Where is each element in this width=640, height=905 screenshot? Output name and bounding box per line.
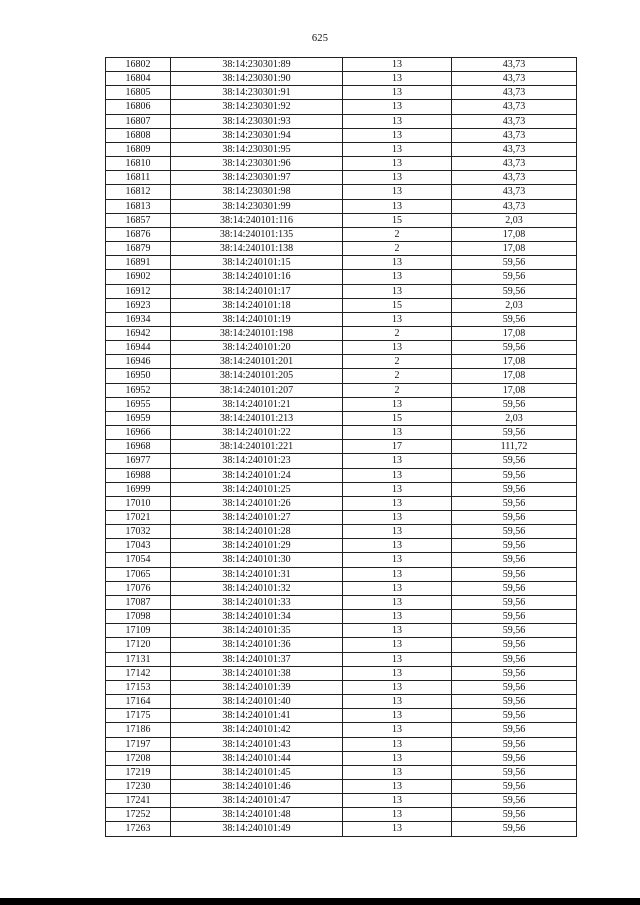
cadastral-number-cell: 38:14:230301:91 bbox=[171, 86, 343, 100]
cadastral-number-cell: 38:14:240101:47 bbox=[171, 794, 343, 808]
code-cell: 2 bbox=[343, 326, 452, 340]
cadastral-number-cell: 38:14:240101:15 bbox=[171, 256, 343, 270]
record-number-cell: 17186 bbox=[106, 723, 171, 737]
cadastral-number-cell: 38:14:240101:30 bbox=[171, 553, 343, 567]
table-row bbox=[106, 86, 577, 100]
value-cell: 2,03 bbox=[452, 213, 577, 227]
cadastral-number-cell: 38:14:240101:48 bbox=[171, 808, 343, 822]
value-cell: 59,56 bbox=[452, 666, 577, 680]
cadastral-number-cell: 38:14:240101:201 bbox=[171, 355, 343, 369]
cadastral-number-cell: 38:14:240101:18 bbox=[171, 298, 343, 312]
table-row bbox=[106, 765, 577, 779]
table-row bbox=[106, 553, 577, 567]
record-number-cell: 17164 bbox=[106, 695, 171, 709]
table-row bbox=[106, 695, 577, 709]
cadastral-number-cell: 38:14:240101:44 bbox=[171, 751, 343, 765]
value-cell: 59,56 bbox=[452, 482, 577, 496]
code-cell: 13 bbox=[343, 779, 452, 793]
value-cell: 43,73 bbox=[452, 114, 577, 128]
code-cell: 13 bbox=[343, 142, 452, 156]
code-cell: 13 bbox=[343, 482, 452, 496]
record-number-cell: 17065 bbox=[106, 567, 171, 581]
value-cell: 59,56 bbox=[452, 496, 577, 510]
code-cell: 13 bbox=[343, 454, 452, 468]
code-cell: 13 bbox=[343, 737, 452, 751]
code-cell: 13 bbox=[343, 270, 452, 284]
code-cell: 13 bbox=[343, 666, 452, 680]
table-row bbox=[106, 171, 577, 185]
table-row bbox=[106, 128, 577, 142]
code-cell: 13 bbox=[343, 652, 452, 666]
record-number-cell: 16942 bbox=[106, 326, 171, 340]
record-number-cell: 17197 bbox=[106, 737, 171, 751]
cadastral-number-cell: 38:14:230301:98 bbox=[171, 185, 343, 199]
value-cell: 59,56 bbox=[452, 539, 577, 553]
table-row bbox=[106, 440, 577, 454]
code-cell: 13 bbox=[343, 595, 452, 609]
table-row bbox=[106, 779, 577, 793]
record-number-cell: 17109 bbox=[106, 624, 171, 638]
code-cell: 13 bbox=[343, 397, 452, 411]
record-number-cell: 16934 bbox=[106, 312, 171, 326]
value-cell: 59,56 bbox=[452, 426, 577, 440]
table-row bbox=[106, 213, 577, 227]
record-number-cell: 17032 bbox=[106, 525, 171, 539]
code-cell: 13 bbox=[343, 553, 452, 567]
record-number-cell: 16876 bbox=[106, 227, 171, 241]
value-cell: 59,56 bbox=[452, 794, 577, 808]
code-cell: 13 bbox=[343, 624, 452, 638]
cadastral-number-cell: 38:14:240101:39 bbox=[171, 680, 343, 694]
code-cell: 13 bbox=[343, 341, 452, 355]
code-cell: 13 bbox=[343, 72, 452, 86]
record-number-cell: 16944 bbox=[106, 341, 171, 355]
record-number-cell: 17098 bbox=[106, 610, 171, 624]
record-number-cell: 16804 bbox=[106, 72, 171, 86]
cadastral-number-cell: 38:14:230301:94 bbox=[171, 128, 343, 142]
cadastral-number-cell: 38:14:240101:221 bbox=[171, 440, 343, 454]
table-row bbox=[106, 581, 577, 595]
table-row bbox=[106, 511, 577, 525]
cadastral-number-cell: 38:14:240101:26 bbox=[171, 496, 343, 510]
table-row bbox=[106, 397, 577, 411]
code-cell: 13 bbox=[343, 723, 452, 737]
code-cell: 13 bbox=[343, 199, 452, 213]
record-number-cell: 17263 bbox=[106, 822, 171, 836]
table-row bbox=[106, 496, 577, 510]
cadastral-number-cell: 38:14:240101:17 bbox=[171, 284, 343, 298]
code-cell: 13 bbox=[343, 525, 452, 539]
cadastral-number-cell: 38:14:240101:31 bbox=[171, 567, 343, 581]
value-cell: 59,56 bbox=[452, 638, 577, 652]
code-cell: 2 bbox=[343, 242, 452, 256]
cadastral-number-cell: 38:14:240101:135 bbox=[171, 227, 343, 241]
cadastral-number-cell: 38:14:240101:45 bbox=[171, 765, 343, 779]
table-row bbox=[106, 482, 577, 496]
value-cell: 17,08 bbox=[452, 326, 577, 340]
value-cell: 59,56 bbox=[452, 779, 577, 793]
record-number-cell: 16968 bbox=[106, 440, 171, 454]
value-cell: 59,56 bbox=[452, 256, 577, 270]
table-row bbox=[106, 624, 577, 638]
value-cell: 17,08 bbox=[452, 242, 577, 256]
record-number-cell: 16999 bbox=[106, 482, 171, 496]
code-cell: 13 bbox=[343, 751, 452, 765]
code-cell: 13 bbox=[343, 496, 452, 510]
table-row bbox=[106, 808, 577, 822]
code-cell: 13 bbox=[343, 426, 452, 440]
cadastral-number-cell: 38:14:240101:22 bbox=[171, 426, 343, 440]
record-number-cell: 17230 bbox=[106, 779, 171, 793]
cadastral-number-cell: 38:14:240101:213 bbox=[171, 411, 343, 425]
record-number-cell: 16808 bbox=[106, 128, 171, 142]
table-row bbox=[106, 227, 577, 241]
value-cell: 43,73 bbox=[452, 58, 577, 72]
value-cell: 43,73 bbox=[452, 199, 577, 213]
value-cell: 59,56 bbox=[452, 511, 577, 525]
record-number-cell: 16805 bbox=[106, 86, 171, 100]
value-cell: 59,56 bbox=[452, 468, 577, 482]
value-cell: 59,56 bbox=[452, 567, 577, 581]
record-number-cell: 16879 bbox=[106, 242, 171, 256]
record-number-cell: 17142 bbox=[106, 666, 171, 680]
record-number-cell: 17120 bbox=[106, 638, 171, 652]
table-row bbox=[106, 114, 577, 128]
cadastral-number-cell: 38:14:240101:49 bbox=[171, 822, 343, 836]
code-cell: 2 bbox=[343, 369, 452, 383]
cadastral-number-cell: 38:14:240101:28 bbox=[171, 525, 343, 539]
cadastral-number-cell: 38:14:240101:43 bbox=[171, 737, 343, 751]
record-number-cell: 16977 bbox=[106, 454, 171, 468]
value-cell: 43,73 bbox=[452, 128, 577, 142]
cadastral-number-cell: 38:14:240101:198 bbox=[171, 326, 343, 340]
table-row bbox=[106, 454, 577, 468]
code-cell: 13 bbox=[343, 610, 452, 624]
cadastral-number-cell: 38:14:240101:34 bbox=[171, 610, 343, 624]
table-row bbox=[106, 341, 577, 355]
record-number-cell: 16959 bbox=[106, 411, 171, 425]
table-row bbox=[106, 312, 577, 326]
record-number-cell: 16912 bbox=[106, 284, 171, 298]
record-number-cell: 16857 bbox=[106, 213, 171, 227]
value-cell: 59,56 bbox=[452, 624, 577, 638]
cadastral-number-cell: 38:14:240101:20 bbox=[171, 341, 343, 355]
parcel-table bbox=[105, 57, 577, 837]
record-number-cell: 16807 bbox=[106, 114, 171, 128]
record-number-cell: 17043 bbox=[106, 539, 171, 553]
code-cell: 13 bbox=[343, 256, 452, 270]
record-number-cell: 17153 bbox=[106, 680, 171, 694]
value-cell: 59,56 bbox=[452, 610, 577, 624]
value-cell: 59,56 bbox=[452, 723, 577, 737]
value-cell: 43,73 bbox=[452, 171, 577, 185]
code-cell: 13 bbox=[343, 709, 452, 723]
code-cell: 15 bbox=[343, 298, 452, 312]
value-cell: 59,56 bbox=[452, 454, 577, 468]
cadastral-number-cell: 38:14:240101:27 bbox=[171, 511, 343, 525]
record-number-cell: 16988 bbox=[106, 468, 171, 482]
code-cell: 13 bbox=[343, 157, 452, 171]
cadastral-number-cell: 38:14:240101:24 bbox=[171, 468, 343, 482]
record-number-cell: 16813 bbox=[106, 199, 171, 213]
value-cell: 43,73 bbox=[452, 142, 577, 156]
parcel-table-body bbox=[106, 58, 577, 837]
code-cell: 13 bbox=[343, 468, 452, 482]
code-cell: 13 bbox=[343, 312, 452, 326]
value-cell: 111,72 bbox=[452, 440, 577, 454]
code-cell: 13 bbox=[343, 794, 452, 808]
value-cell: 59,56 bbox=[452, 680, 577, 694]
table-row bbox=[106, 794, 577, 808]
cadastral-number-cell: 38:14:240101:40 bbox=[171, 695, 343, 709]
value-cell: 59,56 bbox=[452, 553, 577, 567]
cadastral-number-cell: 38:14:240101:35 bbox=[171, 624, 343, 638]
code-cell: 13 bbox=[343, 638, 452, 652]
table-row bbox=[106, 284, 577, 298]
code-cell: 13 bbox=[343, 567, 452, 581]
cadastral-number-cell: 38:14:230301:99 bbox=[171, 199, 343, 213]
cadastral-number-cell: 38:14:230301:92 bbox=[171, 100, 343, 114]
code-cell: 13 bbox=[343, 539, 452, 553]
value-cell: 59,56 bbox=[452, 737, 577, 751]
code-cell: 13 bbox=[343, 114, 452, 128]
value-cell: 17,08 bbox=[452, 383, 577, 397]
cadastral-number-cell: 38:14:230301:90 bbox=[171, 72, 343, 86]
record-number-cell: 16952 bbox=[106, 383, 171, 397]
value-cell: 59,56 bbox=[452, 341, 577, 355]
table-row bbox=[106, 242, 577, 256]
record-number-cell: 16891 bbox=[106, 256, 171, 270]
code-cell: 13 bbox=[343, 822, 452, 836]
code-cell: 13 bbox=[343, 171, 452, 185]
cadastral-number-cell: 38:14:240101:205 bbox=[171, 369, 343, 383]
record-number-cell: 16950 bbox=[106, 369, 171, 383]
value-cell: 17,08 bbox=[452, 227, 577, 241]
table-row bbox=[106, 355, 577, 369]
record-number-cell: 16811 bbox=[106, 171, 171, 185]
table-row bbox=[106, 199, 577, 213]
record-number-cell: 17131 bbox=[106, 652, 171, 666]
code-cell: 13 bbox=[343, 581, 452, 595]
table-row bbox=[106, 709, 577, 723]
value-cell: 59,56 bbox=[452, 397, 577, 411]
table-row bbox=[106, 723, 577, 737]
value-cell: 59,56 bbox=[452, 652, 577, 666]
table-row bbox=[106, 369, 577, 383]
record-number-cell: 17175 bbox=[106, 709, 171, 723]
value-cell: 59,56 bbox=[452, 270, 577, 284]
cadastral-number-cell: 38:14:230301:97 bbox=[171, 171, 343, 185]
table-row bbox=[106, 411, 577, 425]
record-number-cell: 16955 bbox=[106, 397, 171, 411]
record-number-cell: 17252 bbox=[106, 808, 171, 822]
code-cell: 13 bbox=[343, 284, 452, 298]
table-row bbox=[106, 666, 577, 680]
cadastral-number-cell: 38:14:240101:23 bbox=[171, 454, 343, 468]
record-number-cell: 17241 bbox=[106, 794, 171, 808]
value-cell: 2,03 bbox=[452, 411, 577, 425]
record-number-cell: 17010 bbox=[106, 496, 171, 510]
value-cell: 59,56 bbox=[452, 751, 577, 765]
value-cell: 17,08 bbox=[452, 355, 577, 369]
cadastral-number-cell: 38:14:240101:21 bbox=[171, 397, 343, 411]
code-cell: 2 bbox=[343, 355, 452, 369]
code-cell: 15 bbox=[343, 213, 452, 227]
record-number-cell: 17219 bbox=[106, 765, 171, 779]
cadastral-number-cell: 38:14:240101:19 bbox=[171, 312, 343, 326]
cadastral-number-cell: 38:14:230301:95 bbox=[171, 142, 343, 156]
cadastral-number-cell: 38:14:240101:207 bbox=[171, 383, 343, 397]
table-row bbox=[106, 256, 577, 270]
table-row bbox=[106, 270, 577, 284]
cadastral-number-cell: 38:14:240101:41 bbox=[171, 709, 343, 723]
cadastral-number-cell: 38:14:230301:96 bbox=[171, 157, 343, 171]
record-number-cell: 16812 bbox=[106, 185, 171, 199]
cadastral-number-cell: 38:14:240101:32 bbox=[171, 581, 343, 595]
record-number-cell: 16809 bbox=[106, 142, 171, 156]
table-row bbox=[106, 595, 577, 609]
cadastral-number-cell: 38:14:240101:29 bbox=[171, 539, 343, 553]
value-cell: 43,73 bbox=[452, 72, 577, 86]
table-row bbox=[106, 652, 577, 666]
table-row bbox=[106, 468, 577, 482]
cadastral-number-cell: 38:14:240101:33 bbox=[171, 595, 343, 609]
value-cell: 59,56 bbox=[452, 709, 577, 723]
code-cell: 13 bbox=[343, 100, 452, 114]
table-row bbox=[106, 185, 577, 199]
code-cell: 2 bbox=[343, 383, 452, 397]
table-row bbox=[106, 72, 577, 86]
table-row bbox=[106, 680, 577, 694]
code-cell: 13 bbox=[343, 86, 452, 100]
record-number-cell: 17208 bbox=[106, 751, 171, 765]
table-row bbox=[106, 326, 577, 340]
value-cell: 43,73 bbox=[452, 157, 577, 171]
table-row bbox=[106, 737, 577, 751]
record-number-cell: 17054 bbox=[106, 553, 171, 567]
record-number-cell: 16802 bbox=[106, 58, 171, 72]
page-number: 625 bbox=[311, 33, 329, 44]
table-row bbox=[106, 157, 577, 171]
table-row bbox=[106, 58, 577, 72]
record-number-cell: 17087 bbox=[106, 595, 171, 609]
cadastral-number-cell: 38:14:240101:36 bbox=[171, 638, 343, 652]
cadastral-number-cell: 38:14:230301:93 bbox=[171, 114, 343, 128]
table-row bbox=[106, 100, 577, 114]
table-row bbox=[106, 567, 577, 581]
table-row bbox=[106, 383, 577, 397]
cadastral-number-cell: 38:14:240101:138 bbox=[171, 242, 343, 256]
code-cell: 13 bbox=[343, 128, 452, 142]
value-cell: 43,73 bbox=[452, 100, 577, 114]
record-number-cell: 16946 bbox=[106, 355, 171, 369]
code-cell: 13 bbox=[343, 185, 452, 199]
record-number-cell: 16902 bbox=[106, 270, 171, 284]
record-number-cell: 16923 bbox=[106, 298, 171, 312]
cadastral-number-cell: 38:14:240101:46 bbox=[171, 779, 343, 793]
code-cell: 2 bbox=[343, 227, 452, 241]
record-number-cell: 16966 bbox=[106, 426, 171, 440]
value-cell: 59,56 bbox=[452, 808, 577, 822]
value-cell: 59,56 bbox=[452, 595, 577, 609]
value-cell: 59,56 bbox=[452, 695, 577, 709]
table-row bbox=[106, 426, 577, 440]
value-cell: 17,08 bbox=[452, 369, 577, 383]
code-cell: 13 bbox=[343, 695, 452, 709]
code-cell: 13 bbox=[343, 808, 452, 822]
value-cell: 59,56 bbox=[452, 581, 577, 595]
value-cell: 59,56 bbox=[452, 822, 577, 836]
scan-bottom-edge bbox=[0, 898, 640, 905]
code-cell: 13 bbox=[343, 765, 452, 779]
cadastral-number-cell: 38:14:240101:16 bbox=[171, 270, 343, 284]
value-cell: 43,73 bbox=[452, 86, 577, 100]
table-row bbox=[106, 298, 577, 312]
value-cell: 59,56 bbox=[452, 284, 577, 298]
cadastral-number-cell: 38:14:240101:37 bbox=[171, 652, 343, 666]
value-cell: 59,56 bbox=[452, 765, 577, 779]
cadastral-number-cell: 38:14:240101:38 bbox=[171, 666, 343, 680]
record-number-cell: 17076 bbox=[106, 581, 171, 595]
code-cell: 17 bbox=[343, 440, 452, 454]
record-number-cell: 16806 bbox=[106, 100, 171, 114]
table-row bbox=[106, 638, 577, 652]
record-number-cell: 17021 bbox=[106, 511, 171, 525]
cadastral-number-cell: 38:14:230301:89 bbox=[171, 58, 343, 72]
value-cell: 59,56 bbox=[452, 312, 577, 326]
cadastral-number-cell: 38:14:240101:42 bbox=[171, 723, 343, 737]
code-cell: 15 bbox=[343, 411, 452, 425]
code-cell: 13 bbox=[343, 680, 452, 694]
table-row bbox=[106, 525, 577, 539]
value-cell: 59,56 bbox=[452, 525, 577, 539]
table-row bbox=[106, 539, 577, 553]
table-row bbox=[106, 751, 577, 765]
cadastral-number-cell: 38:14:240101:116 bbox=[171, 213, 343, 227]
table-row bbox=[106, 142, 577, 156]
record-number-cell: 16810 bbox=[106, 157, 171, 171]
value-cell: 2,03 bbox=[452, 298, 577, 312]
value-cell: 43,73 bbox=[452, 185, 577, 199]
table-row bbox=[106, 610, 577, 624]
cadastral-number-cell: 38:14:240101:25 bbox=[171, 482, 343, 496]
table-row bbox=[106, 822, 577, 836]
code-cell: 13 bbox=[343, 511, 452, 525]
code-cell: 13 bbox=[343, 58, 452, 72]
